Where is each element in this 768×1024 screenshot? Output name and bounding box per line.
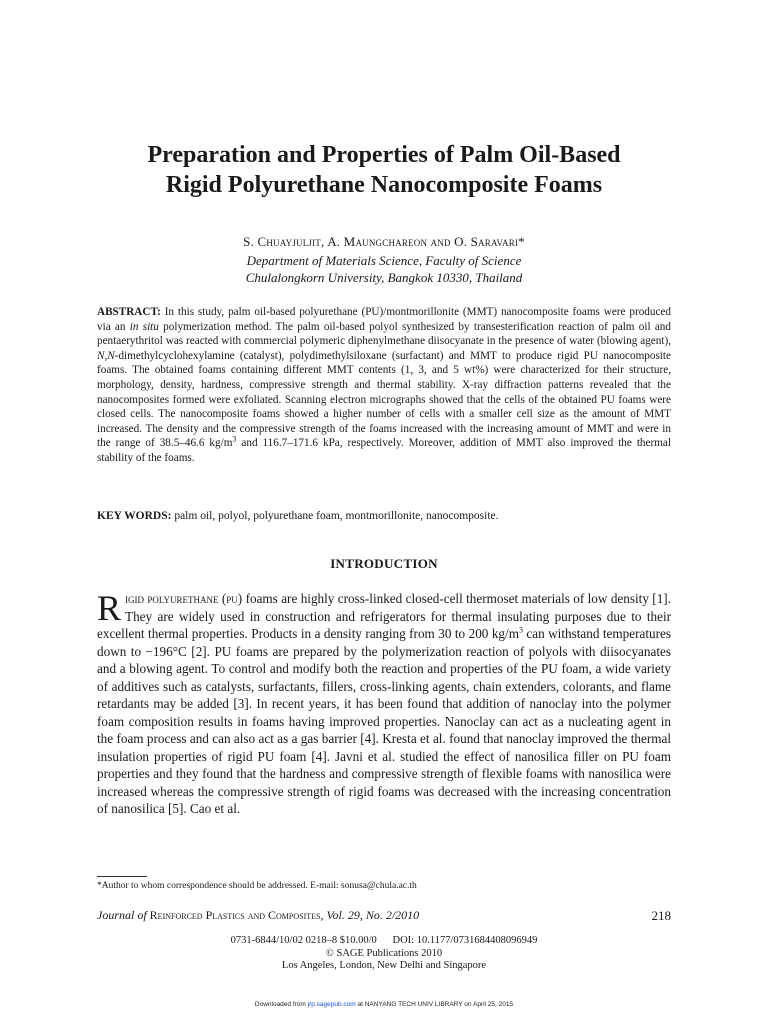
- abstract-italic-1: in situ: [129, 320, 159, 333]
- keywords-label: KEY WORDS:: [97, 510, 172, 522]
- introduction-paragraph: [97, 590, 671, 818]
- section-heading-introduction: INTRODUCTION: [330, 556, 438, 571]
- title-line-1: Preparation and Properties of Palm Oil-Based: [147, 142, 621, 168]
- download-suffix: at NANYANG TECH UNIV LIBRARY on April 25, 2015: [355, 1001, 514, 1008]
- download-prefix: Downloaded from: [254, 1001, 308, 1008]
- abstract: [97, 305, 671, 466]
- abstract-text-1: In this study, palm oil-based polyurethane (PU)/montmorillonite (MMT) nanocomposite foams were produced via an: [97, 306, 671, 333]
- author-list: S. Chuayjuljit, A. Maungchareon and O. Saravari*: [243, 234, 525, 249]
- keywords: [97, 510, 671, 522]
- download-link[interactable]: jrp.sagepub.com: [307, 1001, 356, 1008]
- journal-name: Reinforced Plastics and Composites: [149, 908, 321, 922]
- abstract-text-4: and 116.7–171.6 kPa, respectively. Moreover, addition of MMT also improved the thermal stability of the foams.: [97, 437, 671, 464]
- affiliation: [40, 252, 728, 286]
- drop-cap: R: [97, 588, 122, 628]
- abstract-label: ABSTRACT:: [97, 306, 161, 318]
- abstract-superscript: 3: [232, 434, 237, 444]
- affiliation-line-2: Chulalongkorn University, Bangkok 10330, Thailand: [245, 270, 523, 285]
- paper-title: [40, 140, 728, 200]
- footnote-divider: [97, 876, 147, 877]
- journal-reference: [97, 908, 419, 923]
- affiliation-line-1: Department of Materials Science, Faculty of Science: [246, 253, 522, 268]
- keywords-text: palm oil, polyol, polyurethane foam, montmorillonite, nanocomposite.: [171, 510, 499, 522]
- journal-suffix: , Vol. 29, No. 2/2010: [320, 908, 420, 922]
- issn-doi-line: 0731-6844/10/02 0218–8 $10.00/0 DOI: 10.1177/0731684408096949: [230, 935, 538, 946]
- abstract-italic-2: N,N: [97, 349, 115, 362]
- intro-superscript: 3: [518, 625, 523, 635]
- copyright-line: © SAGE Publications 2010: [325, 947, 443, 959]
- footnote: *Author to whom correspondence should be addressed. E-mail: sonusa@chula.ac.th: [97, 881, 417, 891]
- journal-prefix: Journal of: [97, 908, 150, 922]
- intro-text-1: foams are highly cross-linked closed-cell thermoset materials of low density [1]. They are widely used in construction and refrigerators for thermal insulating purposes due to their excellent thermal properties. Products in a density ranging from 30 to 200 kg/m: [97, 591, 671, 641]
- publisher-locations: Los Angeles, London, New Delhi and Singapore: [281, 960, 487, 971]
- publication-info: [40, 935, 728, 973]
- download-notice: [40, 1001, 728, 1008]
- abstract-text-3: -dimethylcyclohexylamine (catalyst), polydimethylsiloxane (surfactant) and MMT to produce rigid PU nanocomposite foams. The obtained foams containing different MMT contents (1, 3, and 5 wt%) were characterized for their structure, morphology, density, hardness, compressive strength and thermal stability. X-ray diffraction patterns revealed that the nanocomposites formed were exfoliated. Scanning electron micrographs showed that the cells of the obtained PU foams were closed cells. The nanocomposite foams showed a higher number of cells with a smaller cell size as the amount of MMT increased. The density and the compressive strength of the foams increased with the increasing amount of MMT and were in the range of 38.5–46.6 kg/m: [97, 349, 671, 450]
- title-line-2: Rigid Polyurethane Nanocomposite Foams: [165, 172, 603, 198]
- intro-text-2: can withstand temperatures down to −196°C [2]. PU foams are prepared by the polymerization reaction of polyols with diisocyanates and a blowing agent. To control and modify both the reaction and properties of the PU foam, a wide variety of additives such as catalysts, surfactants, fillers, cross-linking agents, chain extenders, colorants, and flame retardants may be added [3]. In recent years, it has been found that addition of nanoclay into the polymer foam composition results in foams having improved properties. Nanoclay can act as a nucleating agent in the foam process and can also act as a gas barrier [4]. Kresta et al. found that nanoclay improved the thermal insulation properties of rigid PU foam [4]. Javni et al. studied the effect of nanosilica filler on PU foam properties and they found that the hardness and compressive strength of flexible foams with nanosilica were increased whereas the compressive strength of rigid foams was decreased with the increasing concentration of nanosilica [5]. Cao et al.: [97, 626, 671, 816]
- abstract-text-2: polymerization method. The palm oil-based polyol synthesized by transesterification reaction of palm oil and pentaerythritol was reacted with commercial polymeric diphenylmethane diisocyanate in the presence of water (blowing agent),: [97, 320, 671, 348]
- intro-smallcaps: igid polyurethane (pu): [125, 591, 243, 606]
- page-number: 218: [651, 908, 671, 923]
